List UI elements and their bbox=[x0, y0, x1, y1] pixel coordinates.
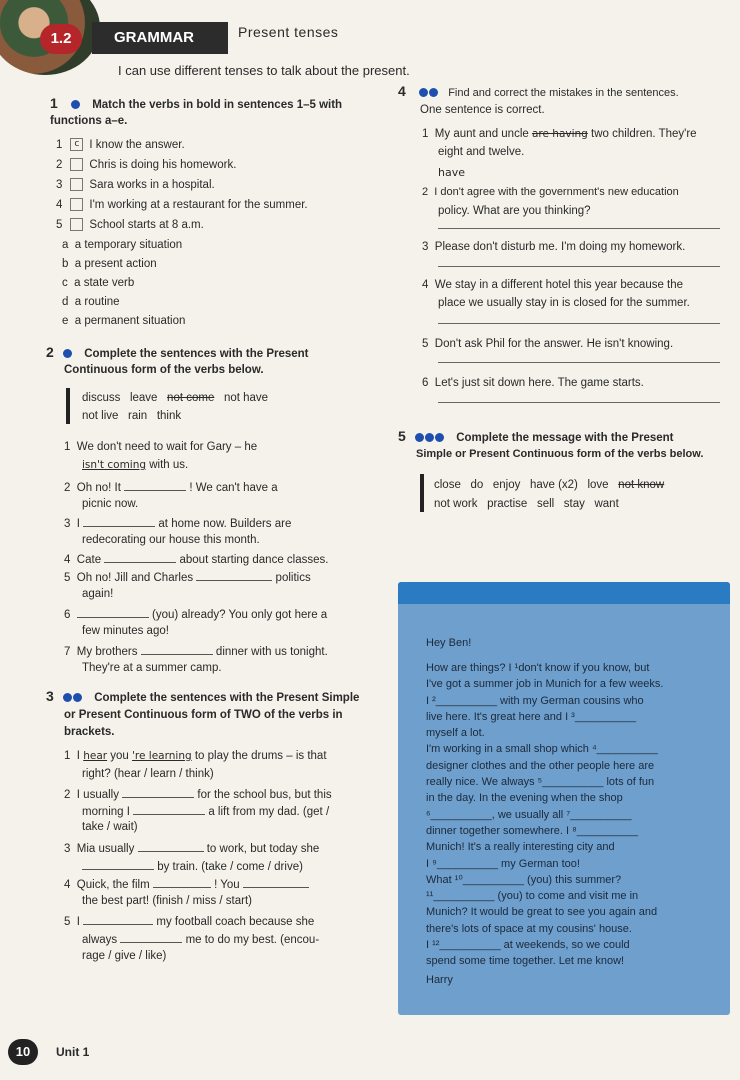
ex3-item-3-cont: by train. (take / come / drive) bbox=[82, 858, 303, 874]
difficulty-dot-icon bbox=[73, 693, 82, 702]
message-line: in the day. In the evening when the shop bbox=[426, 792, 623, 805]
ex3-instruction-3: brackets. bbox=[64, 726, 115, 738]
answer-gap[interactable] bbox=[83, 913, 153, 925]
ex2-instruction-2: Continuous form of the verbs below. bbox=[64, 364, 264, 376]
answer-gap[interactable] bbox=[141, 643, 213, 655]
message-line: I'm working in a small shop which ⁴__________ bbox=[426, 743, 658, 756]
ex4-item-4: 4 We stay in a different hotel this year because the bbox=[422, 279, 684, 291]
ex2-item-1-cont: isn't coming with us. bbox=[82, 459, 189, 471]
ex5-word-bank-2: not work practise sell stay want bbox=[434, 498, 619, 510]
ex2-item-3-cont: redecorating our house this month. bbox=[82, 534, 260, 546]
answer-gap[interactable] bbox=[83, 515, 155, 527]
message-line: live here. It's great here and I ³__________ bbox=[426, 710, 637, 723]
ex4-item-4-cont: place we usually stay in is closed for the summer. bbox=[438, 297, 690, 309]
message-line: spend some time together. Let me know! bbox=[426, 955, 625, 968]
ex3-instruction-2: or Present Continuous form of TWO of the verbs in bbox=[64, 709, 343, 721]
answer-box[interactable]: c bbox=[70, 138, 83, 151]
function-item: c a state verb bbox=[62, 277, 135, 289]
function-item: b a present action bbox=[62, 258, 157, 270]
answer-text: isn't coming bbox=[82, 459, 147, 471]
message-line: myself a lot. bbox=[426, 727, 485, 740]
ex2-number: 2 bbox=[46, 344, 54, 360]
answer-box[interactable] bbox=[70, 218, 83, 231]
ex5-instruction-2: Simple or Present Continuous form of the verbs below. bbox=[416, 448, 704, 460]
message-line: ⁶__________, we usually all ⁷__________ bbox=[426, 808, 632, 821]
answer-gap[interactable] bbox=[243, 876, 309, 888]
ex3-item-5-cont: always me to do my best. (encou- bbox=[82, 931, 319, 947]
word-box-bar bbox=[66, 388, 70, 424]
message-box-header bbox=[398, 582, 730, 604]
ex3-item-5-cont2: rage / give / like) bbox=[82, 950, 167, 962]
ex1-instruction: Match the verbs in bold in sentences 1–5 with bbox=[92, 99, 343, 111]
ex2-item-6: 6 (you) already? You only got here a bbox=[64, 606, 327, 622]
answer-gap[interactable] bbox=[104, 551, 176, 563]
ex1-header bbox=[50, 96, 342, 112]
ex1-functions bbox=[62, 238, 185, 333]
message-line: really nice. We always ⁵__________ lots of fun bbox=[426, 776, 655, 789]
objective: I can use different tenses to talk about the present. bbox=[118, 63, 410, 78]
ex4-item-6: 6 Let's just sit down here. The game starts. bbox=[422, 377, 644, 389]
message-line: ¹¹__________ (you) to come and visit me in bbox=[426, 890, 639, 903]
answer-gap[interactable] bbox=[77, 606, 149, 618]
topic-title: Present tenses bbox=[238, 24, 339, 40]
page-number-badge: 10 bbox=[8, 1039, 38, 1065]
ex5-number: 5 bbox=[398, 428, 406, 444]
correction-line[interactable] bbox=[438, 362, 720, 363]
answer-box[interactable] bbox=[70, 158, 83, 171]
difficulty-dot-icon bbox=[419, 88, 428, 97]
function-item: e a permanent situation bbox=[62, 315, 186, 327]
answer-box[interactable] bbox=[70, 198, 83, 211]
list-item: 1 c I know the answer. bbox=[56, 139, 185, 151]
difficulty-dot-icon bbox=[435, 433, 444, 442]
message-line: I ²__________ with my German cousins who bbox=[426, 694, 644, 707]
ex4-instruction-2: One sentence is correct. bbox=[420, 104, 545, 116]
ex4-instruction: Find and correct the mistakes in the sentences. bbox=[448, 87, 679, 99]
message-line: How are things? I ¹don't know if you know, but bbox=[426, 662, 650, 674]
ex4-item-2-cont: policy. What are you thinking? bbox=[438, 205, 591, 217]
list-item: 3 Sara works in a hospital. bbox=[56, 179, 215, 191]
answer-gap[interactable] bbox=[124, 479, 186, 491]
message-greeting: Hey Ben! bbox=[426, 637, 472, 649]
answer-gap[interactable] bbox=[120, 931, 182, 943]
message-line: Munich? It would be great to see you again and bbox=[426, 906, 658, 919]
ex5-instruction: Complete the message with the Present bbox=[456, 432, 674, 444]
ex4-number: 4 bbox=[398, 83, 406, 99]
answer-gap[interactable] bbox=[122, 786, 194, 798]
answer-gap[interactable] bbox=[153, 876, 211, 888]
message-line: dinner together somewhere. I ⁸__________ bbox=[426, 824, 638, 837]
message-line: I've got a summer job in Munich for a few weeks. bbox=[426, 678, 664, 691]
answer-gap[interactable] bbox=[196, 569, 272, 581]
function-item: a a temporary situation bbox=[62, 239, 183, 251]
ex3-item-5: 5 I my football coach because she bbox=[64, 913, 314, 929]
difficulty-dot-icon bbox=[63, 693, 72, 702]
correction-line[interactable] bbox=[438, 402, 720, 403]
footer-unit: Unit 1 bbox=[56, 1045, 90, 1059]
ex4-item-1-cont: eight and twelve. bbox=[438, 146, 525, 158]
section-title: GRAMMAR bbox=[114, 29, 194, 46]
ex2-item-5-cont: again! bbox=[82, 588, 114, 600]
difficulty-dot-icon bbox=[63, 349, 72, 358]
message-line: designer clothes and the other people here are bbox=[426, 759, 655, 772]
grammar-tab bbox=[92, 22, 228, 54]
message-signature: Harry bbox=[426, 974, 453, 986]
answer-gap[interactable] bbox=[133, 803, 205, 815]
ex2-item-6-cont: few minutes ago! bbox=[82, 625, 169, 637]
message-line: Munich! It's a really interesting city and bbox=[426, 841, 615, 854]
difficulty-dot-icon bbox=[425, 433, 434, 442]
answer-box[interactable] bbox=[70, 178, 83, 191]
ex3-instruction: Complete the sentences with the Present Simple bbox=[94, 692, 360, 704]
ex3-header bbox=[46, 689, 359, 705]
ex2-item-3: 3 I at home now. Builders are bbox=[64, 515, 291, 531]
message-body bbox=[426, 662, 663, 972]
ex4-header bbox=[398, 84, 679, 100]
ex3-item-2-cont2: take / wait) bbox=[82, 821, 138, 833]
ex5-header bbox=[398, 429, 674, 445]
ex3-item-2-cont: morning I a lift from my dad. (get / bbox=[82, 803, 329, 819]
answer-gap[interactable] bbox=[138, 840, 204, 852]
message-box bbox=[398, 582, 730, 1015]
list-item: 4 I'm working at a restaurant for the summer. bbox=[56, 199, 308, 211]
ex3-item-4: 4 Quick, the film ! You bbox=[64, 876, 309, 892]
unit-badge: 1.2 bbox=[40, 24, 82, 54]
ex4-item-5: 5 Don't ask Phil for the answer. He isn't knowing. bbox=[422, 338, 674, 350]
answer-gap[interactable] bbox=[82, 858, 154, 870]
ex2-header bbox=[46, 345, 309, 361]
ex4-item-3: 3 Please don't disturb me. I'm doing my homework. bbox=[422, 241, 686, 253]
ex3-item-3: 3 Mia usually to work, but today she bbox=[64, 840, 319, 856]
ex2-item-1: 1 We don't need to wait for Gary – he bbox=[64, 441, 258, 453]
ex4-item-2: 2 I don't agree with the government's new education bbox=[422, 186, 679, 198]
ex2-item-5: 5 Oh no! Jill and Charles politics bbox=[64, 569, 311, 585]
ex2-item-2-cont: picnic now. bbox=[82, 498, 139, 510]
difficulty-dot-icon bbox=[415, 433, 424, 442]
ex1-number: 1 bbox=[50, 95, 58, 111]
correction-line[interactable] bbox=[438, 228, 720, 229]
message-line: I ¹²__________ at weekends, so we could bbox=[426, 939, 630, 952]
ex3-item-1-cont: right? (hear / learn / think) bbox=[82, 768, 214, 780]
ex3-number: 3 bbox=[46, 688, 54, 704]
difficulty-dot-icon bbox=[429, 88, 438, 97]
word-box-bar bbox=[420, 474, 424, 512]
correction-line[interactable] bbox=[438, 323, 720, 324]
ex2-item-7: 7 My brothers dinner with us tonight. bbox=[64, 643, 328, 659]
ex1-instruction-2: functions a–e. bbox=[50, 115, 128, 127]
ex4-item-1: 1 My aunt and uncle are having two children. They're bbox=[422, 128, 697, 140]
message-line: What ¹⁰__________ (you) this summer? bbox=[426, 873, 622, 886]
ex2-word-bank-1: discuss leave not come not have bbox=[82, 392, 269, 404]
ex3-item-1: 1 I hear you 're learning to play the drums – is that bbox=[64, 750, 327, 762]
correction-line[interactable] bbox=[438, 266, 720, 267]
message-line: there's lots of space at my cousins' house. bbox=[426, 922, 632, 935]
ex1-items bbox=[56, 138, 308, 238]
ex5-word-bank-1: close do enjoy have (x2) love not know bbox=[434, 479, 665, 491]
ex2-item-2: 2 Oh no! It ! We can't have a bbox=[64, 479, 278, 495]
ex3-item-2: 2 I usually for the school bus, but this bbox=[64, 786, 332, 802]
difficulty-dot-icon bbox=[71, 100, 80, 109]
ex2-instruction: Complete the sentences with the Present bbox=[84, 348, 309, 360]
list-item: 5 School starts at 8 a.m. bbox=[56, 219, 204, 231]
list-item: 2 Chris is doing his homework. bbox=[56, 159, 237, 171]
ex2-item-4: 4 Cate about starting dance classes. bbox=[64, 551, 328, 567]
ex2-word-bank-2: not live rain think bbox=[82, 410, 182, 422]
ex3-item-4-cont: the best part! (finish / miss / start) bbox=[82, 895, 252, 907]
function-item: d a routine bbox=[62, 296, 120, 308]
ex2-item-7-cont: They're at a summer camp. bbox=[82, 662, 222, 674]
correction-text: have bbox=[438, 166, 465, 179]
message-line: I ⁹__________ my German too! bbox=[426, 857, 580, 870]
